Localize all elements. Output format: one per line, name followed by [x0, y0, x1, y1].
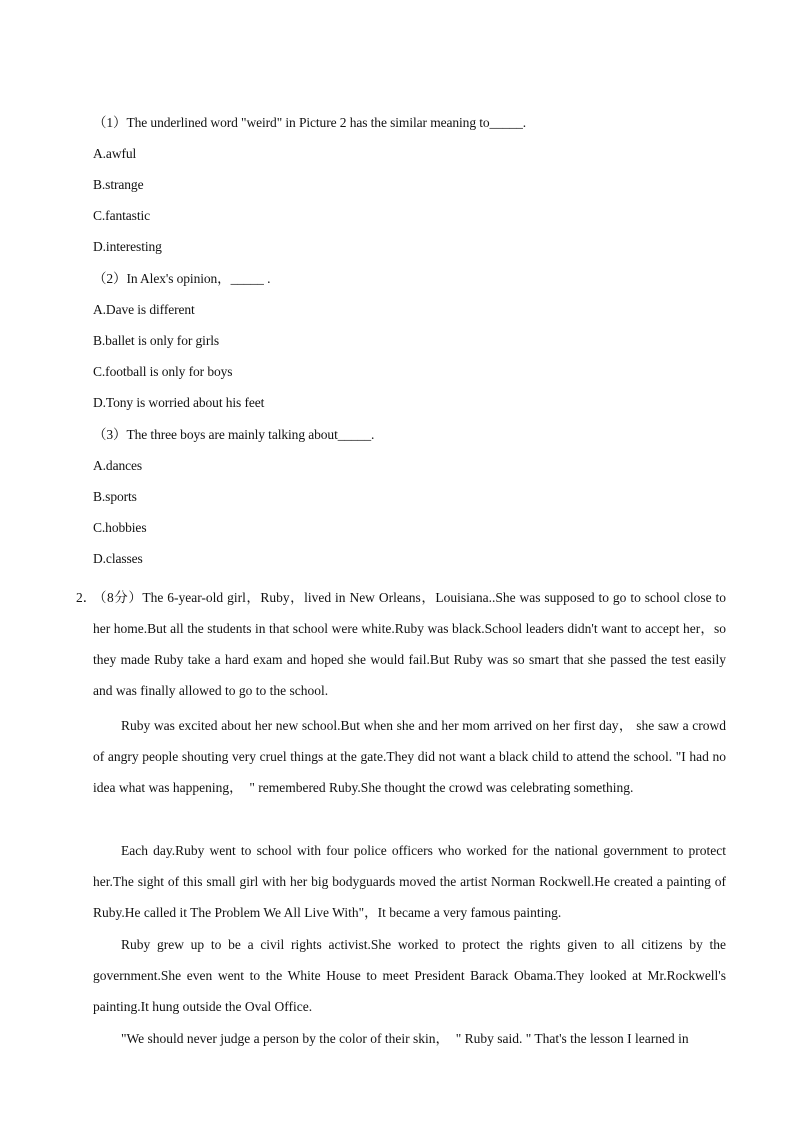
question-2-option-a: A.Dave is different	[93, 302, 195, 317]
question-1-stem: （1）The underlined word "weird" in Picture 2 has the similar meaning to_____.	[93, 115, 527, 130]
passage-paragraph-1: （8分）The 6-year-old girl，Ruby，lived in New Orleans，Louisiana..She was supposed to go to school close to her home.But all the students in that school were white.Ruby was black.School leaders didn't want to accept her，so they made Ruby take a hard exam and hoped she would fail.But Ruby was so smart that she passed the test easily and was finally allowed to go to the school.	[93, 590, 726, 698]
passage-paragraph-3: Each day.Ruby went to school with four police officers who worked for the national government to protect her.The sight of this small girl with her big bodyguards moved the artist Norman Rockwell.He created a painting of Ruby.He called it The Problem We All Live With"，It became a very famous painting.	[93, 843, 726, 920]
question-2-option-d: D.Tony is worried about his feet	[93, 395, 265, 410]
question-2-stem: （2）In Alex's opinion，_____ .	[93, 271, 271, 286]
passage-paragraph-2: Ruby was excited about her new school.But when she and her mom arrived on her first day， she saw a crowd of angry people shouting very cruel things at the gate.They did not want a black child to attend the school. "I had no idea what was happening， " remembered Ruby.She thought the crowd was celebrating something.	[93, 718, 726, 795]
question-3-option-d: D.classes	[93, 551, 143, 566]
question-1-option-b: B.strange	[93, 177, 144, 192]
passage-paragraph-4: Ruby grew up to be a civil rights activist.She worked to protect the rights given to all citizens by the government.She even went to the White House to meet President Barack Obama.They looked at Mr.Rockwell's painting.It hung outside the Oval Office.	[93, 937, 726, 1014]
question-number: 2．	[76, 590, 97, 605]
question-1-option-c: C.fantastic	[93, 208, 151, 223]
question-1-option-a: A.awful	[93, 146, 137, 161]
question-3-option-a: A.dances	[93, 458, 143, 473]
question-2-option-b: B.ballet is only for girls	[93, 333, 220, 348]
question-3-stem: （3）The three boys are mainly talking about_____.	[93, 427, 375, 442]
question-2-option-c: C.football is only for boys	[93, 364, 233, 379]
question-1-option-d: D.interesting	[93, 239, 162, 254]
question-3-option-c: C.hobbies	[93, 520, 147, 535]
passage-paragraph-5: "We should never judge a person by the color of their skin， " Ruby said. " That's the lesson I learned in	[121, 1031, 689, 1046]
question-3-option-b: B.sports	[93, 489, 137, 504]
